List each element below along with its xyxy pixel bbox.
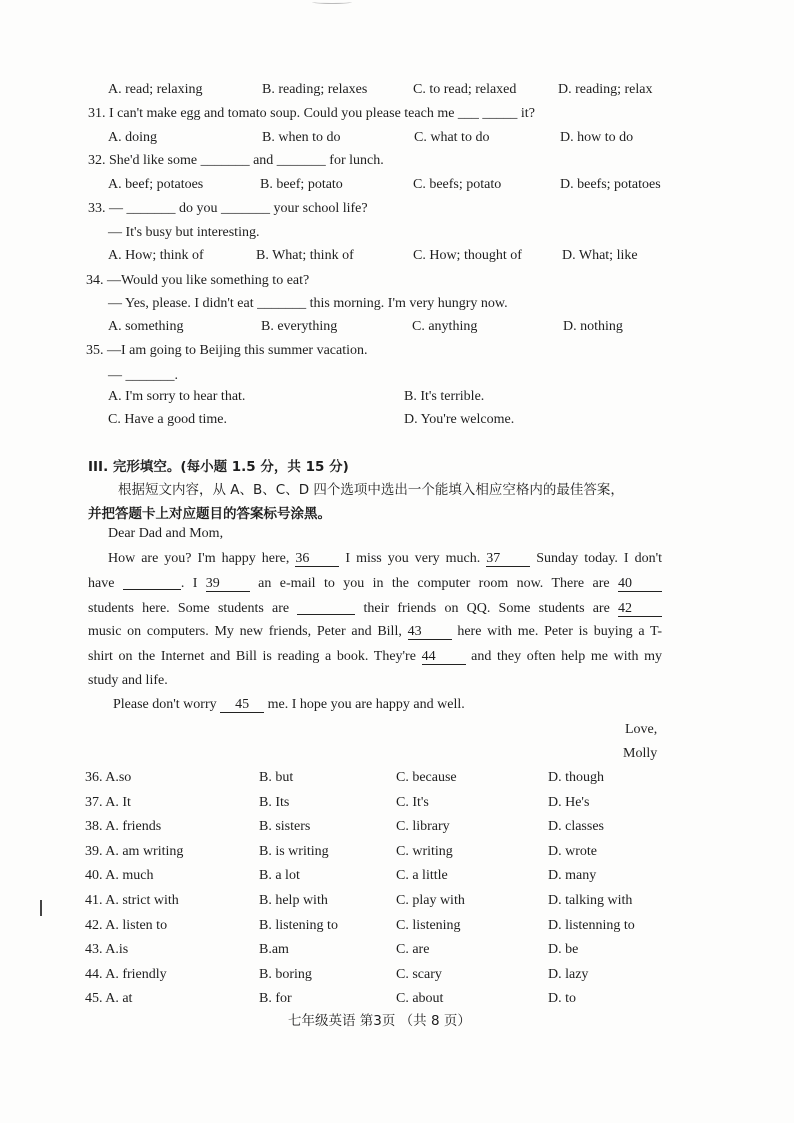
q33-reply: — It's busy but interesting. <box>108 225 260 240</box>
cloze-option-d <box>548 917 635 935</box>
q34-option-b: B. everything <box>261 319 338 334</box>
cloze-option-a <box>85 818 161 836</box>
scan-artifact-top <box>312 0 352 4</box>
cloze-option-b <box>259 843 329 861</box>
q31-stem: 31. I can't make egg and tomato soup. Could you please teach me ___ _____ it? <box>88 106 535 121</box>
letter-closing-line <box>113 696 465 714</box>
q33-option-d: D. What; like <box>562 248 638 263</box>
cloze-option-a <box>85 917 167 935</box>
cloze-option-d <box>548 818 604 836</box>
q31-option-d: D. how to do <box>560 130 634 145</box>
cloze-option-c <box>396 843 453 861</box>
cloze-option-text: D. many <box>548 868 597 884</box>
cloze-question-number: 36. <box>85 770 106 785</box>
blank-unnumbered <box>297 599 355 615</box>
cloze-option-b <box>259 818 310 836</box>
cloze-option-c <box>396 818 450 836</box>
cloze-option-c <box>396 794 429 812</box>
letter-greeting: Dear Dad and Mom, <box>108 526 224 541</box>
passage-text: Please don't worry <box>113 697 221 712</box>
passage-text: and they often help me with my <box>465 649 663 664</box>
passage-text: have <box>88 576 123 591</box>
q33-option-b: B. What; think of <box>256 248 354 263</box>
cloze-option-text: B. sisters <box>259 819 311 835</box>
cloze-option-text: D. talking with <box>548 893 633 908</box>
cloze-option-row <box>0 843 794 861</box>
q30-option-d: D. reading; relax <box>558 82 653 97</box>
cloze-option-text: C. a little <box>396 868 448 884</box>
passage-text: shirt on the Internet and Bill is reading a book. They're <box>88 649 422 664</box>
q31-option-b: B. when to do <box>262 130 341 145</box>
blank-40: 40 <box>618 576 662 592</box>
cloze-option-row <box>0 941 794 959</box>
blank-43: 43 <box>408 624 452 640</box>
cloze-option-text: A. It <box>105 794 131 810</box>
cloze-option-d <box>548 990 576 1008</box>
q34-stem: 34. —Would you like something to eat? <box>86 273 310 288</box>
cloze-option-text: C. writing <box>396 843 453 859</box>
q35-option-c: C. Have a good time. <box>108 412 227 427</box>
cloze-option-a <box>85 843 183 861</box>
cloze-option-text: A. friends <box>105 819 162 835</box>
cloze-option-text: B. listening to <box>259 917 338 933</box>
cloze-option-d <box>548 892 632 910</box>
cloze-option-a <box>85 769 131 787</box>
cloze-option-text: A. friendly <box>105 966 167 982</box>
blank-37: 37 <box>486 551 530 567</box>
cloze-option-text: B. help with <box>259 893 328 908</box>
cloze-option-c <box>396 966 442 984</box>
cloze-option-b <box>259 917 338 935</box>
section-instruction-line-1: 根据短文内容，从 A、B、C、D 四个选项中选出一个能填入相应空格内的最佳答案， <box>118 482 624 498</box>
q34-option-c: C. anything <box>412 319 478 334</box>
cloze-option-d <box>548 966 588 984</box>
cloze-question-number: 41. <box>85 893 106 908</box>
passage-text: me. I hope you are happy and well. <box>264 697 465 712</box>
cloze-option-text: D. to <box>548 991 576 1007</box>
cloze-option-c <box>396 990 443 1008</box>
q31-option-a: A. doing <box>108 130 157 145</box>
passage-text: an e-mail to you in the computer room now. There are <box>249 576 618 591</box>
cloze-option-text: B. is writing <box>259 843 329 859</box>
cloze-option-text: C. scary <box>396 966 442 982</box>
cloze-option-d <box>548 867 596 885</box>
cloze-option-text: A. at <box>105 991 133 1007</box>
cloze-option-text: A. much <box>105 868 154 884</box>
cloze-option-row <box>0 990 794 1008</box>
cloze-option-row <box>0 966 794 984</box>
q32-option-d: D. beefs; potatoes <box>560 177 661 192</box>
passage-text: their friends on QQ. Some students are <box>355 601 618 616</box>
passage-text: How are you? I'm happy here, <box>108 551 296 566</box>
cloze-question-number: 45. <box>85 991 106 1007</box>
passage-text: study and life. <box>88 673 168 688</box>
cloze-option-d <box>548 769 604 787</box>
cloze-option-text: A. listen to <box>105 917 168 933</box>
cloze-option-text: A. am writing <box>105 843 184 859</box>
cloze-option-text: D. classes <box>548 819 604 835</box>
q34-option-d: D. nothing <box>563 319 623 334</box>
passage-text: . I <box>180 576 206 591</box>
cloze-option-b <box>259 892 328 910</box>
cloze-question-number: 42. <box>85 917 106 933</box>
cloze-option-text: A. strict with <box>105 893 179 908</box>
cloze-option-b <box>259 769 293 787</box>
cloze-option-b <box>259 794 289 812</box>
blank-45: 45 <box>220 697 264 713</box>
cloze-option-text: B. boring <box>259 966 312 982</box>
cloze-question-number: 38. <box>85 819 106 835</box>
q31-option-c: C. what to do <box>414 130 490 145</box>
cloze-option-text: C. about <box>396 991 444 1007</box>
cloze-option-text: B.am <box>259 942 289 958</box>
cloze-option-c <box>396 769 457 787</box>
q33-option-a: A. How; think of <box>108 248 204 263</box>
passage-text: here with me. Peter is buying a T- <box>451 624 662 639</box>
cloze-option-a <box>85 941 128 959</box>
cloze-option-a <box>85 990 132 1008</box>
cloze-option-a <box>85 867 153 885</box>
cloze-option-b <box>259 990 292 1008</box>
cloze-option-text: A.so <box>105 770 132 785</box>
passage-line <box>108 550 662 568</box>
blank-unnumbered <box>123 574 181 590</box>
cloze-option-d <box>548 794 589 812</box>
cloze-option-row <box>0 794 794 812</box>
q35-stem: 35. —I am going to Beijing this summer vacation. <box>86 343 368 358</box>
cloze-option-a <box>85 892 179 910</box>
passage-line <box>88 648 662 666</box>
cloze-option-row <box>0 818 794 836</box>
q30-option-a: A. read; relaxing <box>108 82 203 97</box>
cloze-option-text: C. because <box>396 770 457 785</box>
passage-text: music on computers. My new friends, Peter and Bill, <box>88 624 408 639</box>
cloze-option-text: B. but <box>259 770 294 785</box>
cloze-option-text: B. for <box>259 991 292 1007</box>
cloze-option-text: D. He's <box>548 794 590 810</box>
letter-signature: Molly <box>623 746 658 761</box>
section-instruction-line-2: 并把答题卡上对应题目的答案标号涂黑。 <box>88 506 331 522</box>
cloze-option-text: C. play with <box>396 893 465 908</box>
section-heading: III. 完形填空。(每小题 1.5 分，共 15 分) <box>88 459 349 475</box>
cloze-option-a <box>85 794 131 812</box>
q35-option-d: D. You're welcome. <box>404 412 515 427</box>
cloze-option-text: C. It's <box>396 794 429 810</box>
cloze-question-number: 40. <box>85 868 106 884</box>
cloze-question-number: 44. <box>85 966 106 982</box>
cloze-option-text: D. though <box>548 770 604 785</box>
q34-option-a: A. something <box>108 319 184 334</box>
cloze-option-text: B. Its <box>259 794 290 810</box>
cloze-option-d <box>548 941 578 959</box>
cloze-option-text: B. a lot <box>259 868 300 884</box>
q33-option-c: C. How; thought of <box>413 248 522 263</box>
passage-text: Sunday today. I don't <box>530 551 662 566</box>
q30-option-b: B. reading; relaxes <box>262 82 368 97</box>
cloze-option-text: D. listenning to <box>548 917 635 933</box>
cloze-question-number: 43. <box>85 942 106 958</box>
q35-reply: — _______. <box>108 368 178 383</box>
q33-stem: 33. — _______ do you _______ your school life? <box>88 201 368 216</box>
blank-36: 36 <box>295 551 339 567</box>
q32-option-c: C. beefs; potato <box>413 177 502 192</box>
cloze-option-c <box>396 941 429 959</box>
cloze-option-row <box>0 769 794 787</box>
cloze-option-d <box>548 843 597 861</box>
cloze-option-b <box>259 867 300 885</box>
passage-line <box>88 599 662 618</box>
passage-text: students here. Some students are <box>88 601 298 616</box>
cloze-question-number: 37. <box>85 794 106 810</box>
q32-option-b: B. beef; potato <box>260 177 343 192</box>
passage-line <box>88 574 662 593</box>
cloze-option-b <box>259 941 289 959</box>
q35-option-a: A. I'm sorry to hear that. <box>108 389 246 404</box>
blank-44: 44 <box>422 649 466 665</box>
cloze-option-b <box>259 966 312 984</box>
cloze-option-text: D. lazy <box>548 966 589 982</box>
blank-42: 42 <box>618 601 662 617</box>
cloze-option-row <box>0 867 794 885</box>
cloze-option-text: C. are <box>396 942 430 958</box>
cloze-option-text: A.is <box>105 942 129 958</box>
cloze-question-number: 39. <box>85 843 106 859</box>
q34-reply: — Yes, please. I didn't eat _______ this morning. I'm very hungry now. <box>108 296 508 311</box>
passage-line <box>88 672 662 690</box>
q30-option-c: C. to read; relaxed <box>413 82 517 97</box>
cloze-option-c <box>396 867 448 885</box>
cloze-option-text: C. listening <box>396 917 461 933</box>
passage-line <box>88 623 662 641</box>
cloze-option-text: C. library <box>396 819 450 835</box>
cloze-option-row <box>0 892 794 910</box>
cloze-option-row <box>0 917 794 935</box>
blank-39: 39 <box>206 576 250 592</box>
cloze-option-text: D. be <box>548 942 579 958</box>
cloze-option-c <box>396 892 465 910</box>
page-footer: 七年级英语 第3页 （共 8 页） <box>288 1013 471 1029</box>
cloze-option-a <box>85 966 167 984</box>
letter-sign-off: Love, <box>625 722 658 737</box>
passage-text: I miss you very much. <box>339 551 487 566</box>
q32-option-a: A. beef; potatoes <box>108 177 204 192</box>
q32-stem: 32. She'd like some _______ and _______ for lunch. <box>88 153 384 168</box>
cloze-option-text: D. wrote <box>548 843 597 859</box>
q35-option-b: B. It's terrible. <box>404 389 485 404</box>
cloze-option-c <box>396 917 461 935</box>
